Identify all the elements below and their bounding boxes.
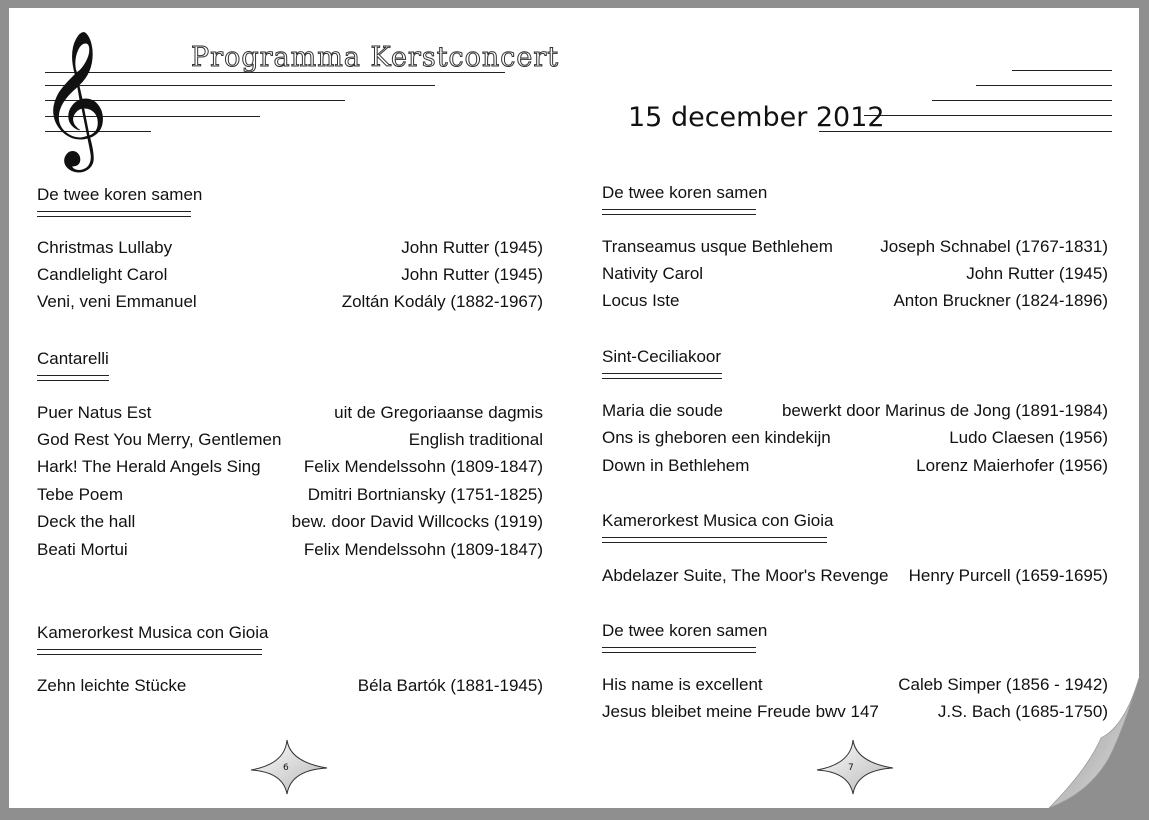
program-item [602, 566, 1108, 590]
page-number-star-icon [815, 738, 895, 796]
program-item [602, 428, 1108, 452]
composer: Henry Purcell (1659-1695) [908, 566, 1108, 585]
composer: English traditional [408, 430, 543, 449]
composer: Dmitri Bortniansky (1751-1825) [307, 485, 543, 504]
piece-title: Maria die soude [602, 401, 723, 420]
composer: Felix Mendelssohn (1809-1847) [303, 540, 543, 559]
piece-title: Candlelight Carol [37, 265, 168, 284]
piece-title: Puer Natus Est [37, 403, 152, 422]
composer: bewerkt door Marinus de Jong (1891-1984) [781, 401, 1108, 420]
piece-title: Beati Mortui [37, 540, 128, 559]
section-heading: De twee koren samen [37, 185, 203, 204]
section-heading: Kamerorkest Musica con Gioia [37, 623, 269, 642]
piece-title: Zehn leichte Stücke [37, 676, 187, 695]
program-item [37, 676, 543, 700]
piece-title: Tebe Poem [37, 485, 123, 504]
page-curl-icon [1029, 678, 1139, 808]
double-rule [602, 373, 722, 379]
program-item [37, 457, 543, 481]
piece-title: Jesus bleibet meine Freude bwv 147 [602, 702, 879, 721]
program-item [37, 403, 543, 427]
page-number-star-icon [249, 738, 329, 796]
program-item [602, 237, 1108, 261]
section-heading: Cantarelli [37, 349, 109, 368]
booklet-spread [9, 8, 1139, 808]
program-item [37, 430, 543, 454]
concert-date: 15 december 2012 [628, 102, 885, 133]
page-number: 6 [283, 763, 289, 773]
composer: J.S. Bach (1685-1750) [937, 702, 1108, 721]
composer: Joseph Schnabel (1767-1831) [880, 237, 1108, 256]
piece-title: Nativity Carol [602, 264, 704, 283]
composer: Béla Bartók (1881-1945) [357, 676, 543, 695]
double-rule [602, 647, 756, 653]
program-item [602, 456, 1108, 480]
program-item [37, 238, 543, 262]
composer: Caleb Simper (1856 - 1942) [898, 675, 1108, 694]
program-item [602, 401, 1108, 425]
piece-title: Locus Iste [602, 291, 680, 310]
double-rule [37, 211, 191, 217]
section-heading: De twee koren samen [602, 183, 768, 202]
piece-title: Veni, veni Emmanuel [37, 292, 197, 311]
composer: John Rutter (1945) [966, 264, 1108, 283]
piece-title: Abdelazer Suite, The Moor's Revenge [602, 566, 889, 585]
treble-clef-icon: 𝄞 [39, 28, 109, 166]
section-heading: De twee koren samen [602, 621, 768, 640]
piece-title: Ons is gheboren een kindekijn [602, 428, 831, 447]
section-heading: Sint-Ceciliakoor [602, 347, 722, 366]
piece-title: His name is excellent [602, 675, 763, 694]
piece-title: Hark! The Herald Angels Sing [37, 457, 261, 476]
piece-title: Deck the hall [37, 512, 136, 531]
page-title: Programma Kerstconcert [191, 42, 560, 73]
program-item [602, 264, 1108, 288]
program-item [602, 291, 1108, 315]
composer: John Rutter (1945) [401, 238, 543, 257]
composer: bew. door David Willcocks (1919) [291, 512, 543, 531]
composer: John Rutter (1945) [401, 265, 543, 284]
piece-title: God Rest You Merry, Gentlemen [37, 430, 282, 449]
double-rule [37, 649, 262, 655]
composer: Felix Mendelssohn (1809-1847) [303, 457, 543, 476]
staff-line [976, 85, 1112, 86]
piece-title: Christmas Lullaby [37, 238, 173, 257]
staff-line [932, 100, 1112, 101]
composer: Anton Bruckner (1824-1896) [893, 291, 1108, 310]
program-item [37, 265, 543, 289]
program-item [37, 540, 543, 564]
piece-title: Down in Bethlehem [602, 456, 750, 475]
double-rule [602, 537, 827, 543]
composer: Lorenz Maierhofer (1956) [916, 456, 1108, 475]
page-number: 7 [848, 763, 854, 773]
double-rule [37, 375, 109, 381]
piece-title: Transeamus usque Bethlehem [602, 237, 833, 256]
section-heading: Kamerorkest Musica con Gioia [602, 511, 834, 530]
composer: Ludo Claesen (1956) [949, 428, 1108, 447]
program-item [37, 292, 543, 316]
staff-line [864, 115, 1112, 116]
staff-line [1012, 70, 1112, 71]
program-item [37, 485, 543, 509]
double-rule [602, 209, 756, 215]
composer: Zoltán Kodály (1882-1967) [341, 292, 543, 311]
program-item [37, 512, 543, 536]
composer: uit de Gregoriaanse dagmis [334, 403, 543, 422]
